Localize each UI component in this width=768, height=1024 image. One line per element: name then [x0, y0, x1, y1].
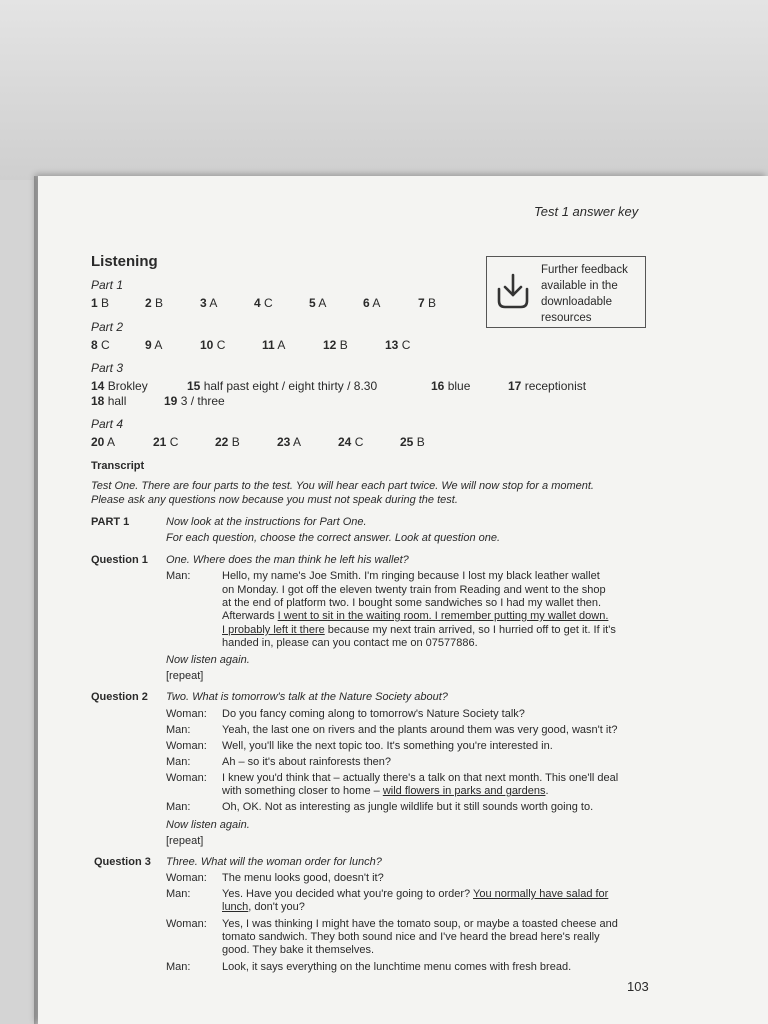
question-3-prompt: Three. What will the woman order for lunch? [166, 856, 382, 868]
dialogue-line: Yeah, the last one on rivers and the plants around them was very good, wasn't it? [222, 724, 618, 736]
speaker-label: Man: [166, 756, 191, 768]
question-2-prompt: Two. What is tomorrow's talk at the Nature Society about? [166, 691, 448, 703]
transcript-title: Transcript [91, 460, 145, 472]
answer-21: 21 C [153, 435, 179, 449]
answer-14: 14 Brokley [91, 379, 148, 393]
answer-22: 22 B [215, 435, 240, 449]
answer-6: 6 A [363, 296, 381, 310]
answer-23: 23 A [277, 435, 302, 449]
dialogue-line: Look, it says everything on the lunchtime menu comes with fresh bread. [222, 961, 572, 973]
answer-16: 16 blue [431, 379, 471, 393]
dialogue-line: lunch, don't you? [222, 901, 305, 913]
speaker-label: Woman: [166, 740, 207, 752]
answer-1: 1 B [91, 296, 110, 310]
answer-13: 13 C [385, 338, 411, 352]
answer-3: 3 A [200, 296, 218, 310]
repeat-marker: [repeat] [166, 670, 204, 682]
dialogue-line: Hello, my name's Joe Smith. I'm ringing because I lost my black leather wallet [222, 570, 600, 582]
page-number: 103 [627, 979, 649, 994]
part1-label: Part 1 [91, 278, 124, 292]
dialogue-line: Ah – so it's about rainforests then? [222, 756, 392, 768]
transcript-intro: Please ask any questions now because you must not speak during the test. [91, 494, 458, 506]
speaker-label: Woman: [166, 872, 207, 884]
answer-17: 17 receptionist [508, 379, 587, 393]
instruction-text: For each question, choose the correct answer. Look at question one. [166, 532, 501, 544]
answer-19: 19 3 / three [164, 394, 225, 408]
dialogue-line: Yes. Have you decided what you're going to order? You normally have salad for [222, 888, 609, 900]
dialogue-line: Do you fancy coming along to tomorrow's Nature Society talk? [222, 708, 525, 720]
question-3-label: Question 3 [94, 856, 151, 868]
dialogue-line: good. They bake it themselves. [222, 944, 375, 956]
listen-again-text: Now listen again. [166, 654, 250, 666]
speaker-label: Woman: [166, 708, 207, 720]
answer-24: 24 C [338, 435, 364, 449]
answer-9: 9 A [145, 338, 163, 352]
speaker-label: Man: [166, 888, 191, 900]
answer-18: 18 hall [91, 394, 127, 408]
dialogue-line: I knew you'd think that – actually there's a talk on that next month. This one'll deal [222, 772, 619, 784]
answer-20: 20 A [91, 435, 116, 449]
part3-label: Part 3 [91, 361, 124, 375]
answer-12: 12 B [323, 338, 348, 352]
dialogue-line: I probably left it there because my next train arrived, so I hurried off to get it. If it's [222, 624, 616, 636]
dialogue-line: Oh, OK. Not as interesting as jungle wildlife but it still sounds worth going to. [222, 801, 594, 813]
question-1-prompt: One. Where does the man think he left his wallet? [166, 554, 409, 566]
transcript-intro: Test One. There are four parts to the test. You will hear each part twice. We will now stop for a moment. [91, 480, 594, 492]
answer-5: 5 A [309, 296, 327, 310]
download-icon [495, 271, 531, 311]
dialogue-line: on Monday. I got off the eleven twenty train from Reading and went to the shop [222, 584, 606, 596]
background-shadow [0, 0, 768, 180]
speaker-label: Man: [166, 961, 191, 973]
speaker-label: Woman: [166, 772, 207, 784]
feedback-text: Further feedback available in the downloadable resources [541, 264, 628, 324]
feedback-box [486, 256, 646, 328]
answer-2: 2 B [145, 296, 164, 310]
instruction-text: Now look at the instructions for Part One. [166, 516, 367, 528]
dialogue-line: tomato sandwich. They both sound nice and I've heard the bread here's really [222, 931, 600, 943]
question-1-label: Question 1 [91, 554, 148, 566]
dialogue-line: at the end of platform two. I bought some sandwiches so I had my wallet then. [222, 597, 602, 609]
answer-10: 10 C [200, 338, 226, 352]
listen-again-text: Now listen again. [166, 819, 250, 831]
dialogue-line: The menu looks good, doesn't it? [222, 872, 384, 884]
speaker-label: Man: [166, 570, 191, 582]
dialogue-line: handed in, please can you contact me on 07577886. [222, 637, 478, 649]
dialogue-line: with something closer to home – wild flowers in parks and gardens. [222, 785, 549, 797]
answer-11: 11 A [262, 338, 286, 352]
part2-label: Part 2 [91, 320, 124, 334]
speaker-label: Man: [166, 801, 191, 813]
answer-25: 25 B [400, 435, 425, 449]
dialogue-line: Yes, I was thinking I might have the tomato soup, or maybe a toasted cheese and [222, 918, 618, 930]
answer-15: 15 half past eight / eight thirty / 8.30 [187, 379, 378, 393]
answer-7: 7 B [418, 296, 437, 310]
answer-4: 4 C [254, 296, 273, 310]
speaker-label: Man: [166, 724, 191, 736]
part4-label: Part 4 [91, 417, 124, 431]
page-header-title: Test 1 answer key [534, 204, 639, 219]
section-title: Listening [91, 253, 158, 270]
dialogue-line: Well, you'll like the next topic too. It's something you're interested in. [222, 740, 553, 752]
repeat-marker: [repeat] [166, 835, 204, 847]
question-2-label: Question 2 [91, 691, 148, 703]
answer-8: 8 C [91, 338, 110, 352]
part1-transcript-label: PART 1 [91, 516, 130, 528]
dialogue-line: Afterwards I went to sit in the waiting room. I remember putting my wallet down. [222, 610, 609, 622]
speaker-label: Woman: [166, 918, 207, 930]
